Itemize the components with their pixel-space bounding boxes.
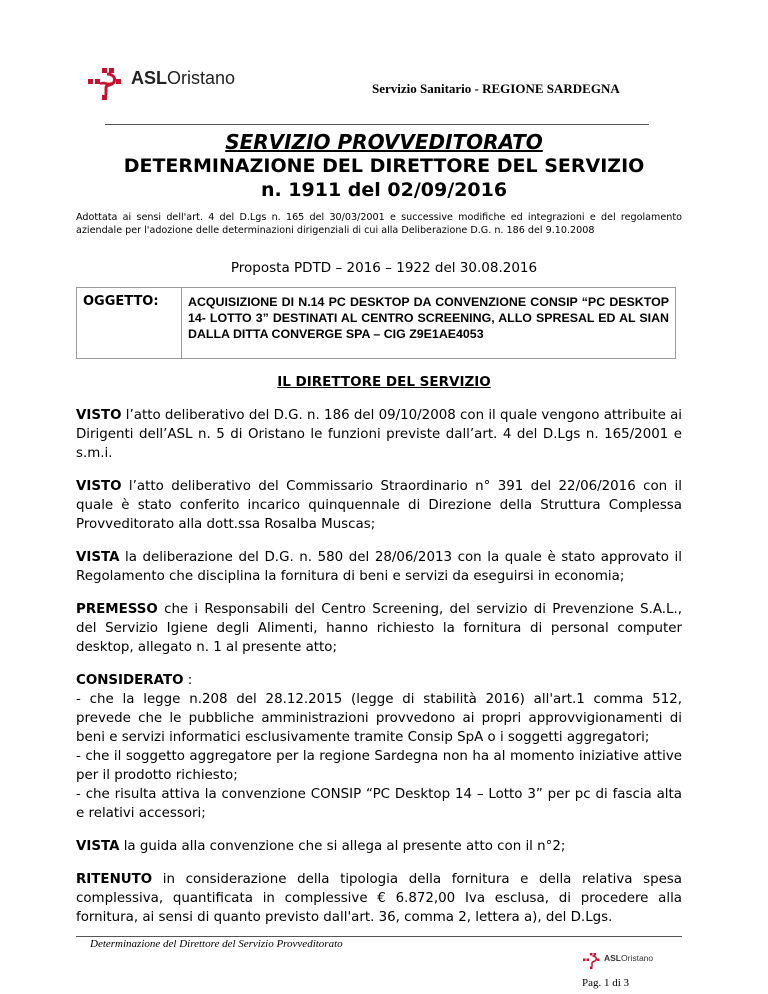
footer-asl-logo — [582, 952, 662, 970]
determination-number: n. 1911 del 02/09/2016 — [260, 179, 508, 201]
paragraph-lead: VISTO — [76, 408, 122, 423]
section-heading: IL DIRETTORE DEL SERVIZIO — [277, 374, 491, 390]
paragraph-vista-2 — [76, 837, 682, 856]
logo-bold-text: ASL — [131, 68, 167, 88]
footer-caption: Determinazione del Direttore del Servizio Provveditorato — [90, 938, 343, 950]
paragraph-text: : — [183, 673, 193, 688]
footer-logo-wordmark — [604, 953, 653, 963]
paragraph-text: l’atto deliberativo del Commissario Straordinario n° 391 del 22/06/2016 con il quale è stato conferito incarico quinquennale di Direzione della Struttura Complessa Provveditorato alla dott.ssa Rosalba Muscas; — [76, 479, 682, 532]
considerato-item: - che risulta attiva la convenzione CONSIP “PC Desktop 14 – Lotto 3” per pc di fascia alta e relativi accessori; — [76, 787, 682, 821]
paragraph-vista-1 — [76, 548, 682, 586]
paragraph-lead: VISTA — [76, 550, 120, 565]
footer-asl-cross-icon — [582, 952, 602, 970]
service-title: SERVIZIO PROVVEDITORATO — [225, 130, 543, 154]
paragraph-visto-1 — [76, 406, 682, 463]
subject-text: ACQUISIZIONE DI N.14 PC DESKTOP DA CONVENZIONE CONSIP “PC DESKTOP 14- LOTTO 3” DESTINATI AL CENTRO SCREENING, ALLO SPRESAL ED AL SIAN DALLA DITTA CONVERGE SPA – CIG Z9E1AE4053 — [182, 288, 676, 359]
determination-title: DETERMINAZIONE DEL DIRETTORE DEL SERVIZIO — [123, 155, 645, 177]
logo-light-text: Oristano — [167, 68, 236, 88]
page-header — [0, 0, 768, 130]
subject-label: OGGETTO: — [77, 288, 182, 359]
asl-oristano-logo — [86, 66, 266, 102]
header-divider — [105, 124, 649, 125]
paragraph-text: la deliberazione del D.G. n. 580 del 28/06/2013 con la quale è stato approvato il Regolamento che disciplina la fornitura di beni e servizi da eseguirsi in economia; — [76, 550, 682, 584]
footer-logo-bold: ASL — [604, 953, 621, 963]
paragraph-premesso — [76, 600, 682, 657]
logo-wordmark — [131, 68, 235, 89]
paragraph-visto-2 — [76, 477, 682, 534]
adoption-note: Adottata ai sensi dell'art. 4 del D.Lgs n. 165 del 30/03/2001 e successive modifiche ed integrazioni e del regolamento aziendale per l'adozione delle determinazioni dirigenziali di cui alla Deliberazione D.G. n. 186 del 9.10.2008 — [76, 212, 682, 236]
footer-logo-light: Oristano — [621, 953, 654, 963]
proposal-reference: Proposta PDTD – 2016 – 1922 del 30.08.2016 — [230, 260, 538, 276]
considerato-item: - che la legge n.208 del 28.12.2015 (legge di stabilità 2016) all'art.1 comma 512, prevede che le pubbliche amministrazioni provvedono ai propri approvvigionamenti di beni e servizi informatici esclusivamente tramite Consip SpA o i soggetti aggregatori; — [76, 692, 682, 745]
paragraph-lead: PREMESSO — [76, 602, 158, 617]
subject-row — [77, 288, 676, 359]
paragraph-text: l’atto deliberativo del D.G. n. 186 del 09/10/2008 con il quale vengono attribuite ai Dirigenti dell’ASL n. 5 di Oristano le funzioni previste dall’art. 4 del D.Lgs n. 165/2001 e s.m.i. — [76, 408, 683, 461]
document-title-block — [0, 130, 768, 202]
paragraph-lead: VISTA — [76, 839, 120, 854]
paragraph-text: che i Responsabili del Centro Screening, del servizio di Prevenzione S.A.L., del Servizio Igiene degli Alimenti, hanno richiesto la fornitura di personal computer desktop, allegato n. 1 al presente atto; — [76, 602, 682, 655]
header-region-text: Servizio Sanitario - REGIONE SARDEGNA — [372, 81, 620, 96]
paragraph-ritenuto — [76, 870, 682, 927]
subject-table — [76, 287, 676, 359]
footer-divider — [76, 936, 682, 937]
paragraph-lead: CONSIDERATO — [76, 673, 184, 688]
asl-cross-logo-icon — [86, 66, 126, 102]
paragraph-lead: VISTO — [76, 479, 122, 494]
page-number: Pag. 1 di 3 — [582, 977, 630, 989]
paragraph-lead: RITENUTO — [76, 872, 153, 887]
paragraph-text: la guida alla convenzione che si allega al presente atto con il n°2; — [119, 839, 566, 854]
paragraph-considerato — [76, 671, 682, 823]
considerato-item: - che il soggetto aggregatore per la regione Sardegna non ha al momento iniziative attive per il prodotto richiesto; — [76, 749, 682, 783]
paragraph-text: in considerazione della tipologia della fornitura e della relativa spesa complessiva, quantificata in complessive € 6.872,00 Iva esclusa, di procedere alla fornitura, ai sensi di quanto previsto dall'art. 36, comma 2, lettera a), del D.Lgs. — [76, 872, 682, 925]
document-body — [76, 406, 682, 927]
